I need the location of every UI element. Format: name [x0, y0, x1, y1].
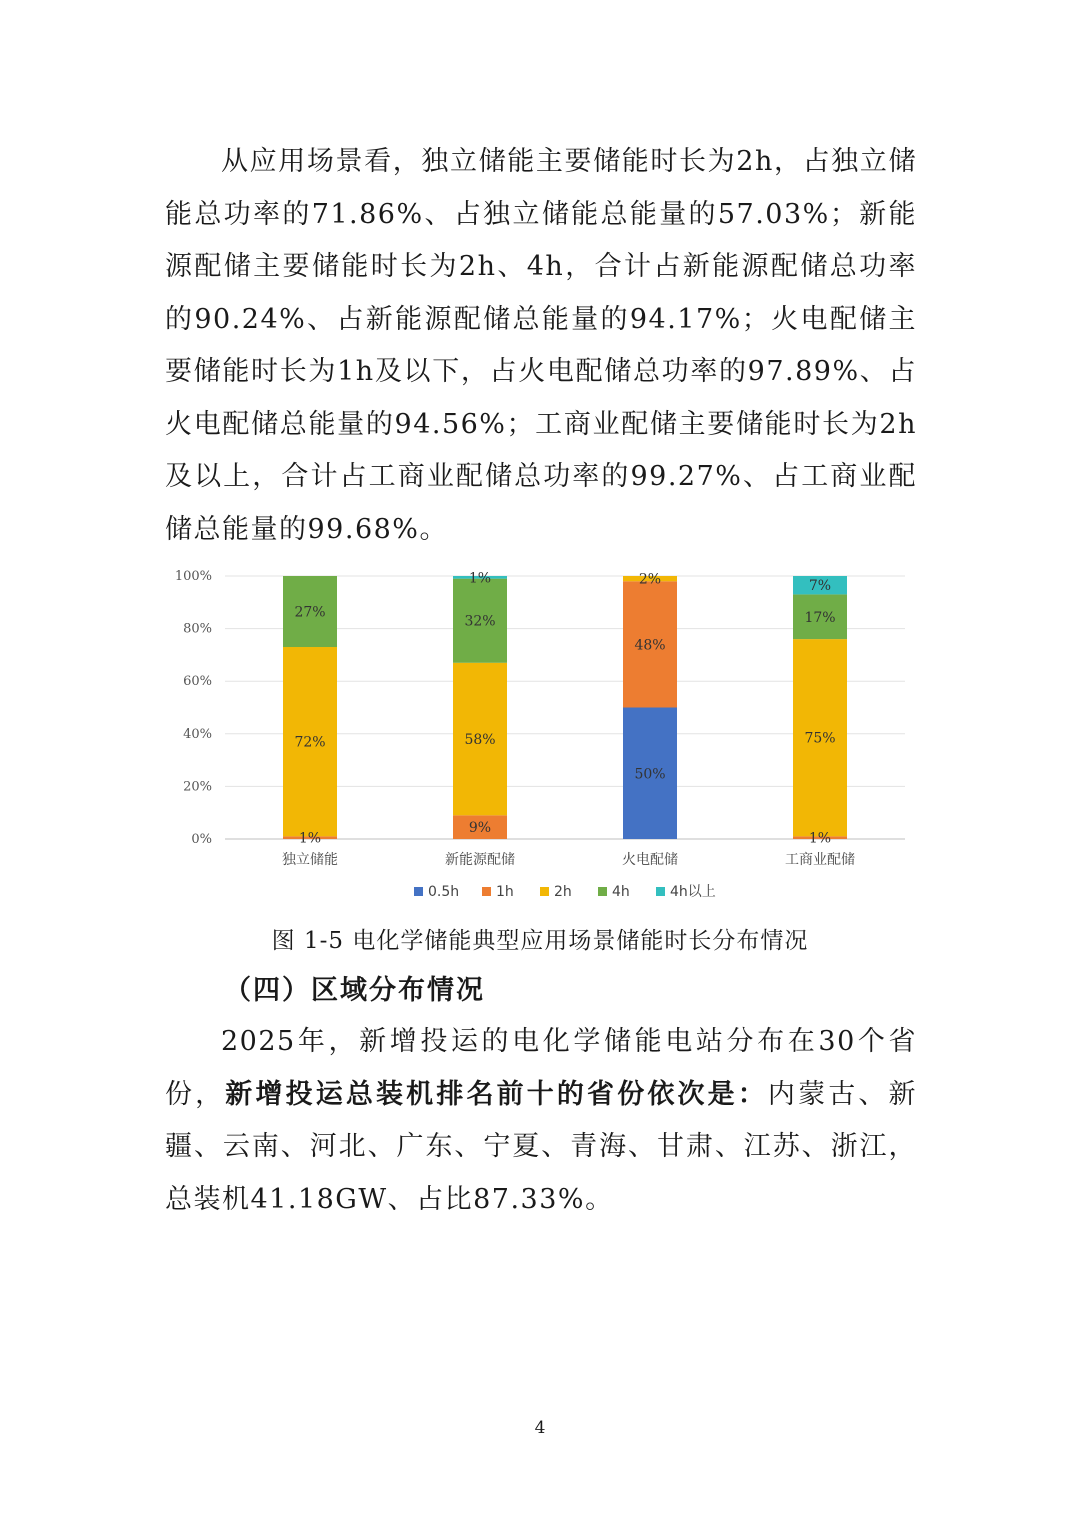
x-category-label: 火电配储: [622, 852, 678, 868]
data-label: 58%: [464, 732, 496, 749]
y-tick-label: 60%: [183, 674, 212, 690]
y-tick-label: 100%: [174, 569, 212, 584]
duration-distribution-chart: [160, 560, 920, 910]
x-category-label: 独立储能: [282, 852, 338, 868]
data-label: 50%: [634, 766, 666, 783]
chart-y-axis: [175, 569, 212, 847]
legend-label: 0.5h: [428, 884, 460, 900]
paragraph-regional-lead: 2025年，新增投运的电化学储能电站分布在30个省份，: [165, 1026, 917, 1110]
data-label: 7%: [808, 578, 832, 595]
x-category-label: 新能源配储: [445, 852, 515, 868]
x-category-label: 工商业配储: [785, 852, 855, 868]
y-tick-label: 40%: [183, 726, 212, 742]
y-tick-label: 20%: [183, 779, 212, 795]
legend-swatch: [482, 887, 491, 896]
legend-swatch: [414, 887, 423, 896]
paragraph-scenarios: 从应用场景看，独立储能主要储能时长为2h，占独立储能总功率的71.86%、占独立储能总能量的57.03%；新能源配储主要储能时长为2h、4h，合计占新能源配储总功率的90.24%、占新能源配储总能量的94.17%；火电配储主要储能时长为1h及以下，占火电配储总功率的97.89%、占火电配储总能量的94.56%；工商业配储主要储能时长为2h及以上，合计占工商业配储总功率的99.27%、占工商业配储总能量的99.68%。: [165, 146, 917, 545]
data-label: 1%: [298, 830, 322, 847]
data-label: 32%: [464, 613, 496, 630]
y-tick-label: 0%: [191, 832, 212, 847]
page-number: 4: [534, 1418, 546, 1438]
data-label: 2%: [638, 571, 662, 588]
y-tick-label: 80%: [183, 621, 212, 637]
paragraph-regional-rest: 内蒙古、新疆、云南、河北、广东、宁夏、青海、甘肃、江苏、浙江，总装机41.18GW、占比87.33%。: [165, 1078, 918, 1215]
legend-label: 4h以上: [670, 884, 716, 900]
legend-label: 2h: [554, 884, 572, 900]
data-label: 72%: [294, 734, 326, 751]
chart-x-axis: [282, 851, 855, 868]
data-label: 1%: [808, 830, 832, 847]
paragraph-regional-bold: 新增投运总装机排名前十的省份依次是：: [225, 1078, 768, 1110]
data-label: 48%: [634, 637, 666, 654]
data-label: 9%: [468, 820, 492, 837]
chart-bars: [283, 576, 847, 839]
legend-label: 4h: [612, 884, 630, 900]
section-heading: （四）区域分布情况: [224, 975, 485, 1006]
data-label: 17%: [804, 609, 836, 626]
legend-swatch: [598, 887, 607, 896]
data-label: 1%: [468, 570, 492, 587]
paragraph-regional: [165, 1016, 917, 1226]
chart-data-labels: [294, 570, 835, 846]
figure-caption: 图 1-5 电化学储能典型应用场景储能时长分布情况: [271, 928, 809, 954]
data-label: 75%: [804, 730, 836, 747]
data-label: 27%: [294, 604, 326, 621]
legend-swatch: [656, 887, 665, 896]
legend-swatch: [540, 887, 549, 896]
chart-legend: [414, 884, 716, 900]
legend-label: 1h: [496, 884, 514, 900]
